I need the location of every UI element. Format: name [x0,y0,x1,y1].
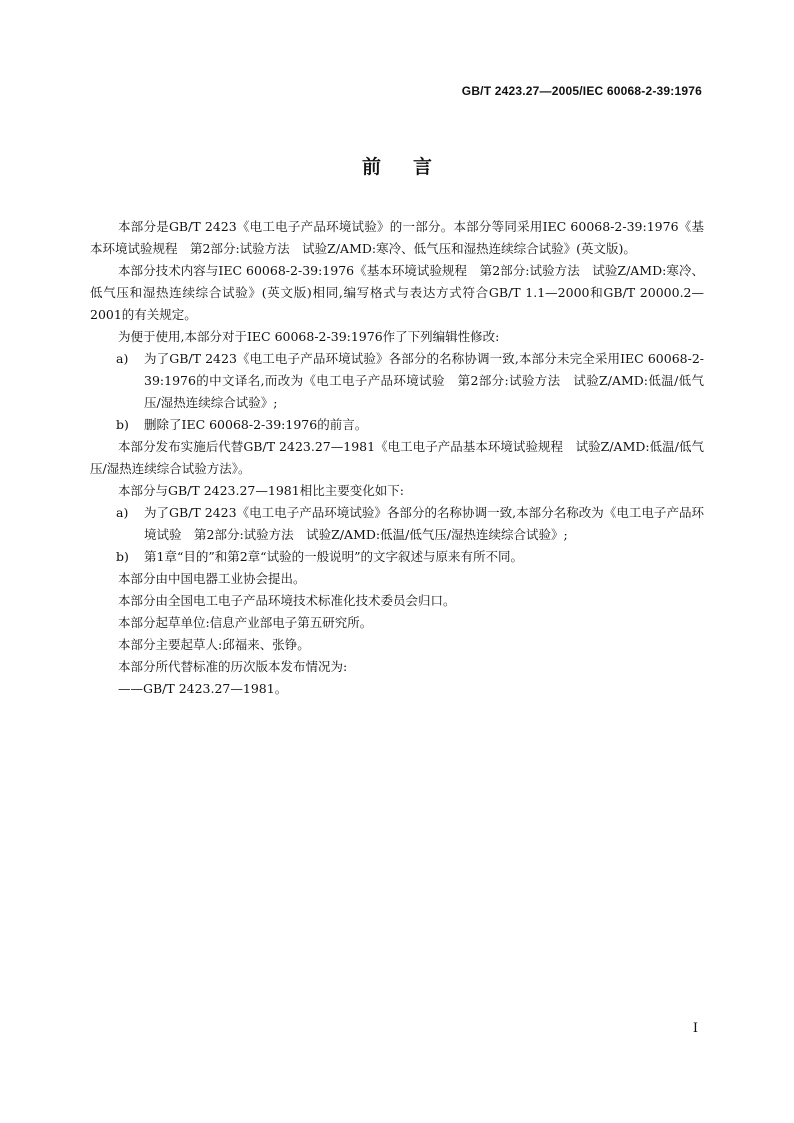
page-number: I [692,1021,698,1036]
list-item [90,546,704,568]
paragraph-replaces: 本部分发布实施后代替GB/T 2423.27—1981《电工电子产品基本环境试验规程 试验Z/AMD:低温/低气压/湿热连续综合试验方法》。 [90,439,704,476]
paragraph-history: 本部分所代替标准的历次版本发布情况为: [118,659,348,674]
paragraph-main-changes: 本部分与GB/T 2423.27—1981相比主要变化如下: [118,483,404,498]
paragraph-history-item: ——GB/T 2423.27—1981。 [118,681,288,696]
list-item-text: 为了GB/T 2423《电工电子产品环境试验》各部分的名称协调一致,本部分名称改为《电工电子产品环境试验 第2部分:试验方法 试验Z/AMD:低温/低气压/湿热连续综合试验》; [144,505,704,542]
list-item-text: 第1章“目的”和第2章“试验的一般说明”的文字叙述与原来有所不同。 [144,549,523,564]
list-item-marker: b) [116,417,129,432]
paragraph-proposer: 本部分由中国电器工业协会提出。 [118,571,306,586]
paragraph-drafting-unit: 本部分起草单位:信息产业部电子第五研究所。 [118,615,373,630]
list-item-marker: a) [116,351,129,366]
list-item [90,502,704,546]
list-item [90,414,704,436]
paragraph-technical-content: 本部分技术内容与IEC 60068-2-39:1976《基本环境试验规程 第2部分:试验方法 试验Z/AMD:寒冷、低气压和湿热连续综合试验》(英文版)相同,编写格式与表达方式符合GB/T 1.1—2000和GB/T 20000.2—2001的有关规定。 [90,263,704,322]
paragraph-scope: 本部分是GB/T 2423《电工电子产品环境试验》的一部分。本部分等同采用IEC 60068-2-39:1976《基本环境试验规程 第2部分:试验方法 试验Z/AMD:寒冷、低气压和湿热连续综合试验》(英文版)。 [90,219,704,256]
paragraph-committee: 本部分由全国电工电子产品环境技术标准化技术委员会归口。 [118,593,456,608]
list-item-text: 为了GB/T 2423《电工电子产品环境试验》各部分的名称协调一致,本部分未完全采用IEC 60068-2-39:1976的中文译名,而改为《电工电子产品环境试验 第2部分:试验方法 试验Z/AMD:低温/低气压/湿热连续综合试验》; [144,351,704,410]
list-item-marker: a) [116,505,129,520]
paragraph-drafters: 本部分主要起草人:邱福来、张铮。 [118,637,310,652]
document-body [90,216,704,700]
list-item [90,348,704,414]
standard-code-header: GB/T 2423.27—2005/IEC 60068-2-39:1976 [461,84,702,98]
paragraph-editorial-changes: 为便于使用,本部分对于IEC 60068-2-39:1976作了下列编辑性修改: [118,329,500,344]
list-item-text: 删除了IEC 60068-2-39:1976的前言。 [144,417,368,432]
list-item-marker: b) [116,549,129,564]
page-title: 前言 [361,156,464,178]
